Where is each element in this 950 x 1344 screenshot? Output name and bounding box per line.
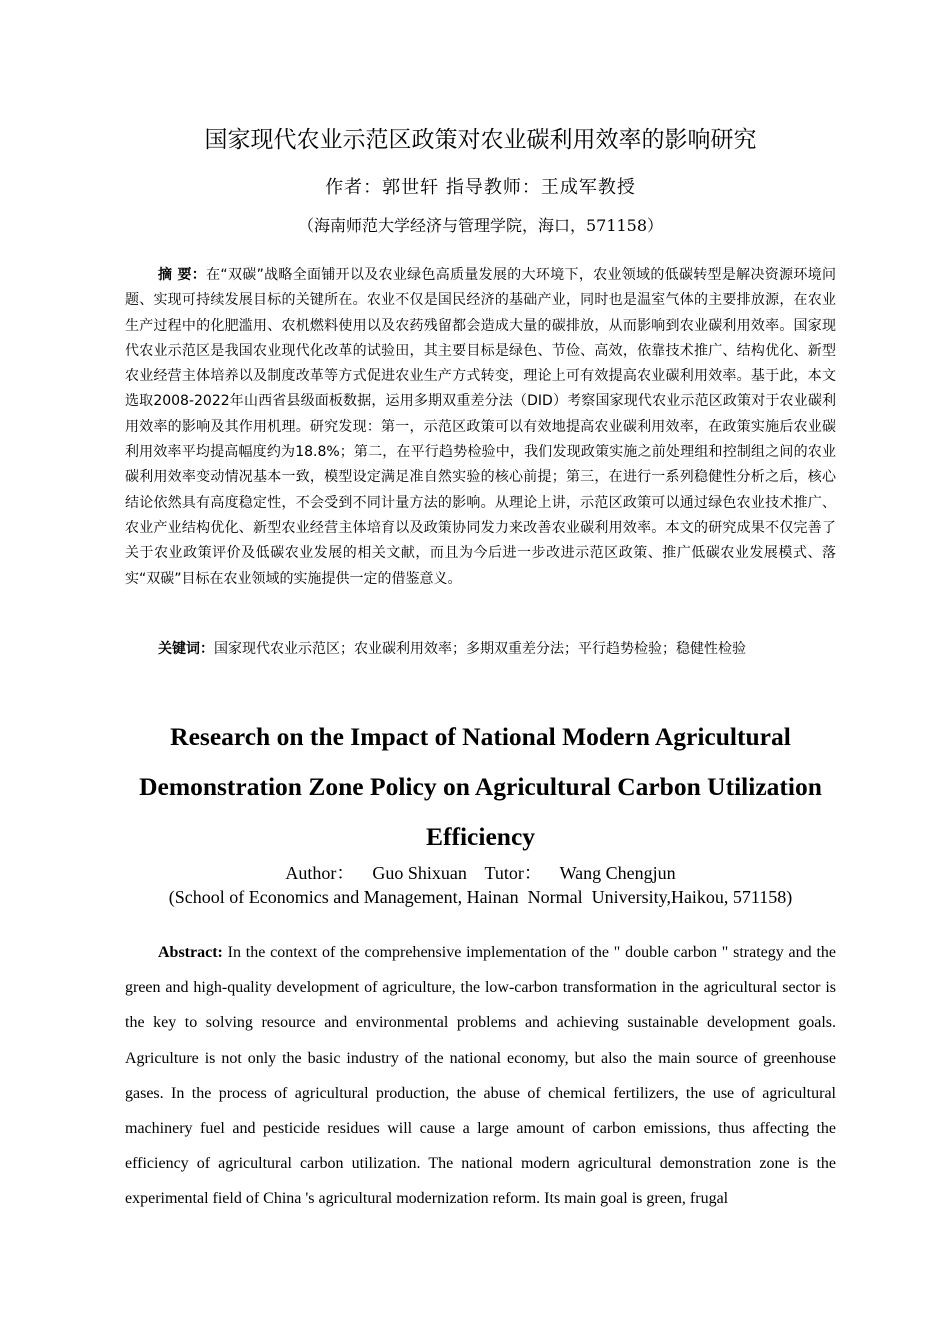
english-abstract-text: In the context of the comprehensive implementation of the " double carbon " strategy and the green and high-quality development of agriculture, the low-carbon transformation in the agricultural sector is the key to solving resource and environmental problems and achieving sustainable development goals. Agriculture is not only the basic industry of the national economy, but also the main source of greenhouse gases. In the process of agricultural production, the abuse of chemical fertilizers, the use of agricultural machinery fuel and pesticide residues will cause a large amount of carbon emissions, thus affecting the efficiency of agricultural carbon utilization. The national modern agricultural demonstration zone is the experimental field of China 's agricultural modernization reform. Its main goal is green, frugal	[125, 944, 836, 1208]
english-affiliation: (School of Economics and Management, Hainan Normal University,Haikou, 571158)	[168, 887, 793, 907]
english-tutor-label: Tutor：	[484, 863, 542, 883]
chinese-author-line: 作者：郭世轩 指导教师：王成军教授	[325, 177, 636, 198]
chinese-abstract-text: 在“双碳”战略全面铺开以及农业绿色高质量发展的大环境下，农业领域的低碳转型是解决资源环境问题、实现可持续发展目标的关键所在。农业不仅是国民经济的基础产业，同时也是温室气体的主要排放源，在农业生产过程中的化肥滥用、农机燃料使用以及农药残留都会造成大量的碳排放，从而影响到农业碳利用效率。国家现代农业示范区是我国农业现代化改革的试验田，其主要目标是绿色、节俭、高效，依靠技术推广、结构优化、新型农业经营主体培养以及制度改革等方式促进农业生产方式转变，理论上可有效提高农业碳利用效率。基于此，本文选取2008-2022年山西省县级面板数据，运用多期双重差分法（DID）考察国家现代农业示范区政策对于农业碳利用效率的影响及其作用机理。研究发现：第一，示范区政策可以有效地提高农业碳利用效率，在政策实施后农业碳利用效率平均提高幅度约为18.8%；第二，在平行趋势检验中，我们发现政策实施之前处理组和控制组之间的农业碳利用效率变动情况基本一致，模型设定满足准自然实验的核心前提；第三，在进行一系列稳健性分析之后，核心结论依然具有高度稳定性，不会受到不同计量方法的影响。从理论上讲，示范区政策可以通过绿色农业技术推广、农业产业结构优化、新型农业经营主体培育以及政策协同发力来改善农业碳利用效率。本文的研究成果不仅完善了关于农业政策评价及低碳农业发展的相关文献，而且为今后进一步改进示范区政策、推广低碳农业发展模式、落实“双碳”目标在农业领域的实施提供一定的借鉴意义。	[125, 267, 836, 587]
english-title: Research on the Impact of National Modern Agricultural Demonstration Zone Policy on Agricultural Carbon Utilization Efficiency	[139, 722, 822, 851]
english-tutor-name: Wang Chengjun	[559, 863, 676, 883]
english-author-line	[125, 860, 836, 886]
chinese-keywords	[125, 637, 836, 662]
chinese-keywords-text: 国家现代农业示范区；农业碳利用效率；多期双重差分法；平行趋势检验；稳健性检验	[214, 641, 746, 657]
english-author-name: Guo Shixuan	[372, 863, 467, 883]
chinese-abstract-label: 摘 要：	[158, 267, 207, 283]
chinese-title: 国家现代农业示范区政策对农业碳利用效率的影响研究	[204, 127, 757, 153]
english-author-label: Author：	[285, 863, 355, 883]
english-abstract-label: Abstract:	[158, 944, 223, 961]
chinese-abstract	[125, 263, 836, 592]
english-abstract	[125, 935, 836, 1217]
chinese-affiliation: （海南师范大学经济与管理学院，海口，571158）	[297, 216, 664, 235]
chinese-keywords-label: 关键词：	[158, 641, 214, 657]
